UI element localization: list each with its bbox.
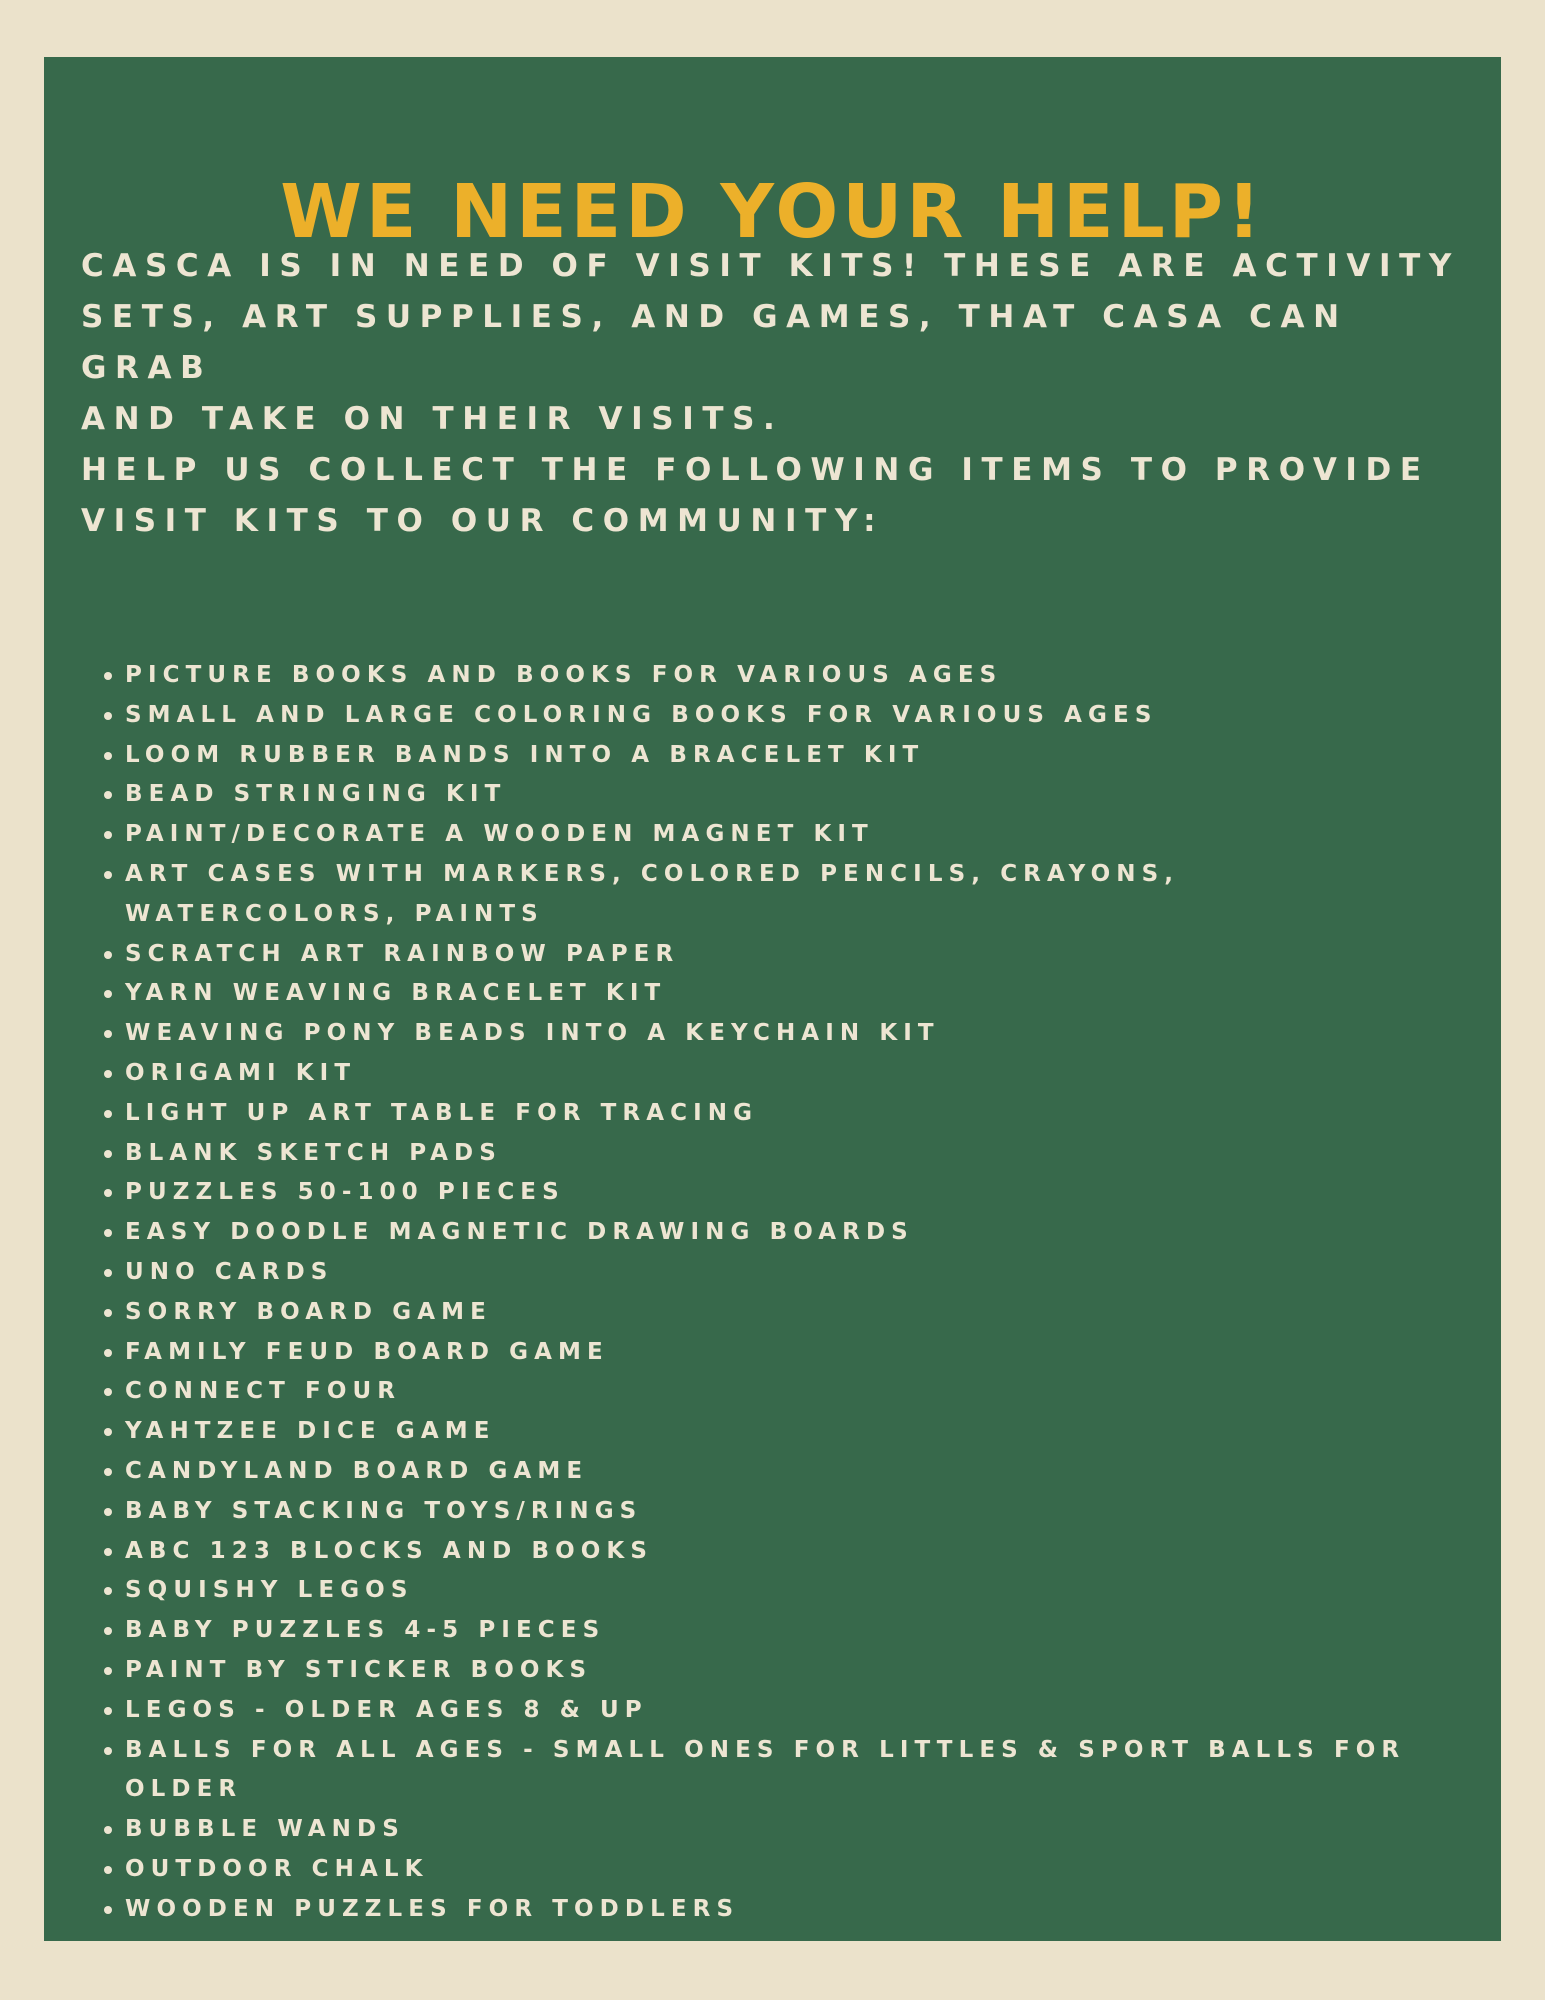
list-item-text: ART CASES WITH MARKERS, COLORED PENCILS, CRAYONS, WATERCOLORS, PAINTS bbox=[125, 860, 1180, 927]
list-item-text: PICTURE BOOKS AND BOOKS FOR VARIOUS AGES bbox=[125, 662, 1003, 688]
list-item bbox=[98, 1333, 1478, 1373]
bullet-icon bbox=[104, 1269, 112, 1277]
bullet-icon bbox=[104, 1150, 112, 1158]
list-item bbox=[98, 1173, 1478, 1213]
bullet-icon bbox=[104, 791, 112, 799]
list-item bbox=[98, 736, 1478, 776]
list-item bbox=[98, 1412, 1478, 1452]
bullet-icon bbox=[104, 752, 112, 760]
bullet-icon bbox=[104, 1906, 112, 1914]
list-item bbox=[98, 1890, 1478, 1930]
bullet-icon bbox=[104, 1468, 112, 1476]
list-item-text: BUBBLE WANDS bbox=[125, 1816, 405, 1843]
list-item-text: PUZZLES 50-100 PIECES bbox=[125, 1179, 565, 1206]
list-item-text: BEAD STRINGING KIT bbox=[125, 781, 507, 808]
list-item bbox=[98, 1213, 1478, 1253]
bullet-icon bbox=[104, 1747, 112, 1755]
list-item bbox=[98, 1810, 1478, 1850]
bullet-icon bbox=[104, 712, 112, 720]
bullet-icon bbox=[104, 951, 112, 959]
list-item-text: BLANK SKETCH PADS bbox=[125, 1139, 502, 1166]
bullet-icon bbox=[104, 1707, 112, 1715]
bullet-icon bbox=[104, 871, 112, 879]
intro-paragraph: CASCA IS IN NEED OF VISIT KITS! THESE ARE ACTIVITY SETS, ART SUPPLIES, AND GAMES, THAT CASA CAN GRAB AND TAKE ON THEIR VISITS. bbox=[81, 248, 1460, 437]
request-paragraph: HELP US COLLECT THE FOLLOWING ITEMS TO PROVIDE VISIT KITS TO OUR COMMUNITY: bbox=[81, 452, 1430, 539]
bullet-icon bbox=[104, 1548, 112, 1556]
page-title: WE NEED YOUR HELP! bbox=[280, 169, 1265, 255]
list-item-text: BABY PUZZLES 4-5 PIECES bbox=[125, 1617, 606, 1644]
list-item-text: SCRATCH ART RAINBOW PAPER bbox=[125, 940, 680, 967]
bullet-icon bbox=[104, 1349, 112, 1357]
list-item-text: EASY DOODLE MAGNETIC DRAWING BOARDS bbox=[125, 1219, 914, 1246]
list-item bbox=[98, 815, 1478, 855]
list-item bbox=[98, 696, 1478, 736]
bullet-icon bbox=[104, 1388, 112, 1396]
bullet-icon bbox=[104, 1428, 112, 1436]
list-item-text: PAINT BY STICKER BOOKS bbox=[125, 1656, 593, 1683]
bullet-icon bbox=[104, 672, 112, 680]
bullet-icon bbox=[104, 1110, 112, 1118]
list-item bbox=[98, 1134, 1478, 1174]
list-item-text: LIGHT UP ART TABLE FOR TRACING bbox=[125, 1099, 759, 1126]
list-item-text: SORRY BOARD GAME bbox=[125, 1298, 492, 1325]
list-item-text: SQUISHY LEGOS bbox=[125, 1577, 414, 1604]
list-item bbox=[98, 1611, 1478, 1651]
bullet-icon bbox=[104, 1309, 112, 1317]
bullet-icon bbox=[104, 1826, 112, 1834]
list-item-text: ABC 123 BLOCKS AND BOOKS bbox=[125, 1537, 653, 1564]
list-item bbox=[98, 1731, 1478, 1811]
bullet-icon bbox=[104, 990, 112, 998]
list-item-text: OUTDOOR CHALK bbox=[125, 1855, 429, 1882]
list-item-text: WOODEN PUZZLES FOR TODDLERS bbox=[125, 1895, 740, 1922]
list-item bbox=[98, 1850, 1478, 1890]
list-item bbox=[98, 1651, 1478, 1691]
list-item bbox=[98, 855, 1478, 935]
bullet-icon bbox=[104, 1627, 112, 1635]
bullet-icon bbox=[104, 1866, 112, 1874]
list-item bbox=[98, 935, 1478, 975]
list-item bbox=[98, 1253, 1478, 1293]
bullet-icon bbox=[104, 831, 112, 839]
list-item bbox=[98, 1293, 1478, 1333]
list-item-text: UNO CARDS bbox=[125, 1258, 334, 1285]
list-item bbox=[98, 1571, 1478, 1611]
list-item-text: SMALL AND LARGE COLORING BOOKS FOR VARIOUS AGES bbox=[125, 701, 1158, 728]
bullet-icon bbox=[104, 1508, 112, 1516]
bullet-icon bbox=[104, 1030, 112, 1038]
list-item bbox=[98, 1532, 1478, 1572]
list-item bbox=[98, 1372, 1478, 1412]
list-item-text: ORIGAMI KIT bbox=[125, 1059, 357, 1086]
list-item-text: LEGOS - OLDER AGES 8 & UP bbox=[125, 1696, 648, 1723]
bullet-icon bbox=[104, 1587, 112, 1595]
list-item bbox=[98, 1014, 1478, 1054]
list-item bbox=[98, 1054, 1478, 1094]
bullet-icon bbox=[104, 1229, 112, 1237]
list-item-text: YAHTZEE DICE GAME bbox=[125, 1418, 496, 1445]
bullet-icon bbox=[104, 1667, 112, 1675]
list-item-text: YARN WEAVING BRACELET KIT bbox=[125, 980, 667, 1007]
list-item bbox=[98, 775, 1478, 815]
flyer-panel bbox=[44, 57, 1501, 1941]
list-item-text: CONNECT FOUR bbox=[125, 1378, 402, 1405]
list-item bbox=[98, 1492, 1478, 1532]
list-item bbox=[98, 1691, 1478, 1731]
list-item-text: PAINT/DECORATE A WOODEN MAGNET KIT bbox=[125, 821, 874, 848]
list-item-text: LOOM RUBBER BANDS INTO A BRACELET KIT bbox=[125, 741, 925, 768]
bullet-icon bbox=[104, 1070, 112, 1078]
list-item-text: FAMILY FEUD BOARD GAME bbox=[125, 1338, 609, 1365]
list-item-text: WEAVING PONY BEADS INTO A KEYCHAIN KIT bbox=[125, 1020, 940, 1047]
list-item bbox=[98, 974, 1478, 1014]
list-item bbox=[98, 1094, 1478, 1134]
list-item bbox=[98, 1452, 1478, 1492]
list-item bbox=[98, 656, 1478, 696]
list-item-text: BALLS FOR ALL AGES - SMALL ONES FOR LITTLES & SPORT BALLS FOR OLDER bbox=[125, 1736, 1406, 1803]
list-item-text: CANDYLAND BOARD GAME bbox=[125, 1457, 589, 1484]
items-list bbox=[98, 656, 1478, 1930]
bullet-icon bbox=[104, 1189, 112, 1197]
list-item-text: BABY STACKING TOYS/RINGS bbox=[125, 1497, 643, 1524]
